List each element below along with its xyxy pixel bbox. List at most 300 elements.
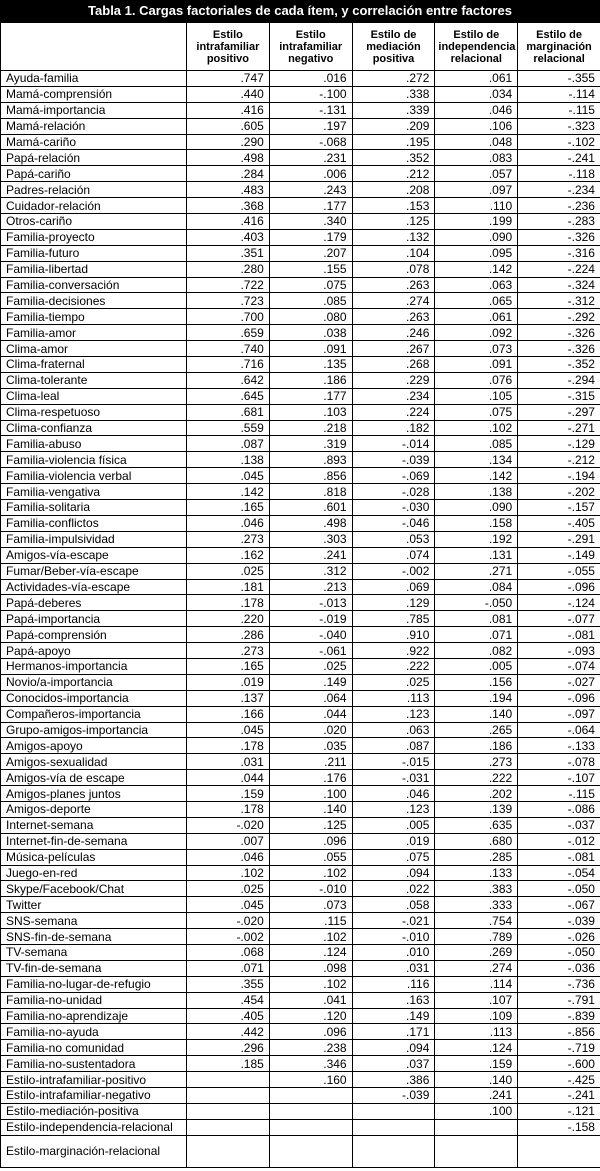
table-row bbox=[1, 754, 600, 770]
header-intrafamiliar-negativo: Estilo intrafamiliar negativo bbox=[269, 23, 352, 71]
row-label: Familia-impulsividad bbox=[1, 531, 187, 547]
loading-cell: .031 bbox=[352, 960, 435, 976]
loading-cell: .094 bbox=[352, 865, 435, 881]
loading-cell bbox=[187, 1088, 270, 1104]
loading-cell: .100 bbox=[435, 1103, 518, 1119]
row-label: Familia-decisiones bbox=[1, 293, 187, 309]
loading-cell: -.050 bbox=[518, 944, 600, 960]
table-row bbox=[1, 341, 600, 357]
loading-cell: .025 bbox=[187, 881, 270, 897]
row-label: Mamá-cariño bbox=[1, 134, 187, 150]
loading-cell: .355 bbox=[187, 976, 270, 992]
loading-cell: .019 bbox=[187, 674, 270, 690]
loading-cell: -.069 bbox=[352, 468, 435, 484]
loading-cell: .142 bbox=[187, 484, 270, 500]
loading-cell: .171 bbox=[352, 1024, 435, 1040]
loading-cell: .893 bbox=[269, 452, 352, 468]
loading-cell: -.236 bbox=[518, 198, 600, 214]
loading-cell: -.015 bbox=[352, 754, 435, 770]
loading-cell: .195 bbox=[352, 134, 435, 150]
loading-cell: -.031 bbox=[352, 770, 435, 786]
table-row bbox=[1, 690, 600, 706]
table-row bbox=[1, 770, 600, 786]
row-label: SNS-fin-de-semana bbox=[1, 929, 187, 945]
loading-cell: .065 bbox=[435, 293, 518, 309]
table-row bbox=[1, 1024, 600, 1040]
loading-cell: .740 bbox=[187, 341, 270, 357]
table-row bbox=[1, 627, 600, 643]
loading-cell: -.326 bbox=[518, 229, 600, 245]
loading-cell: .140 bbox=[435, 706, 518, 722]
loading-cell: .124 bbox=[269, 944, 352, 960]
loading-cell: .129 bbox=[352, 595, 435, 611]
loading-cell: .405 bbox=[187, 1008, 270, 1024]
loading-cell: .246 bbox=[352, 325, 435, 341]
loading-cell: .100 bbox=[269, 786, 352, 802]
loading-cell: .231 bbox=[269, 150, 352, 166]
row-label: Fumar/Beber-vía-escape bbox=[1, 563, 187, 579]
row-label: Familia-violencia física bbox=[1, 452, 187, 468]
header-cell-empty bbox=[1, 23, 187, 71]
loading-cell: -.055 bbox=[518, 563, 600, 579]
header-independencia-relacional: Estilo de independencia relacional bbox=[435, 23, 518, 71]
loading-cell: .061 bbox=[435, 309, 518, 325]
row-label: Estilo-mediación-positiva bbox=[1, 1103, 187, 1119]
loading-cell: -.068 bbox=[269, 134, 352, 150]
row-label: Clima-fraternal bbox=[1, 357, 187, 373]
loading-cell: .097 bbox=[435, 182, 518, 198]
loading-cell: .078 bbox=[352, 261, 435, 277]
loading-cell: .094 bbox=[352, 1040, 435, 1056]
loading-cell: -.102 bbox=[518, 134, 600, 150]
loading-cell: .104 bbox=[352, 245, 435, 261]
loading-cell: -.014 bbox=[352, 436, 435, 452]
loading-cell: .135 bbox=[269, 357, 352, 373]
table-row bbox=[1, 515, 600, 531]
loading-cell: .102 bbox=[269, 976, 352, 992]
loading-cell: -.114 bbox=[518, 86, 600, 102]
table-row bbox=[1, 71, 600, 87]
loading-cell: -.352 bbox=[518, 357, 600, 373]
loading-cell: .102 bbox=[269, 929, 352, 945]
loading-cell bbox=[518, 1135, 600, 1167]
loading-cell: -.039 bbox=[518, 913, 600, 929]
loading-cell: .272 bbox=[352, 71, 435, 87]
table-row bbox=[1, 674, 600, 690]
table-row bbox=[1, 309, 600, 325]
table-row bbox=[1, 1008, 600, 1024]
loading-cell: .856 bbox=[269, 468, 352, 484]
row-label: Clima-leal bbox=[1, 388, 187, 404]
loading-cell: .368 bbox=[187, 198, 270, 214]
loading-cell: -.294 bbox=[518, 372, 600, 388]
table-row bbox=[1, 134, 600, 150]
loading-cell bbox=[269, 1103, 352, 1119]
row-label: Novio/a-importancia bbox=[1, 674, 187, 690]
header-marginacion-relacional: Estilo de marginación relacional bbox=[518, 23, 600, 71]
loading-cell: .035 bbox=[269, 738, 352, 754]
loading-cell: .163 bbox=[352, 992, 435, 1008]
loading-cell: .498 bbox=[269, 515, 352, 531]
table-row bbox=[1, 960, 600, 976]
loading-cell: -.078 bbox=[518, 754, 600, 770]
row-label: Música-películas bbox=[1, 849, 187, 865]
loading-cell: .559 bbox=[187, 420, 270, 436]
row-label: Papá-comprensión bbox=[1, 627, 187, 643]
row-label: Juego-en-red bbox=[1, 865, 187, 881]
row-label: Grupo-amigos-importancia bbox=[1, 722, 187, 738]
loading-cell: .046 bbox=[352, 786, 435, 802]
row-label: Hermanos-importancia bbox=[1, 658, 187, 674]
row-label: Familia-amor bbox=[1, 325, 187, 341]
loading-cell: .192 bbox=[435, 531, 518, 547]
loading-cell: .716 bbox=[187, 357, 270, 373]
loading-cell: .269 bbox=[435, 944, 518, 960]
loading-cell: -.067 bbox=[518, 897, 600, 913]
row-label: SNS-semana bbox=[1, 913, 187, 929]
row-label: Familia-libertad bbox=[1, 261, 187, 277]
loading-cell: .340 bbox=[269, 214, 352, 230]
loading-cell: .138 bbox=[187, 452, 270, 468]
row-label: Papá-apoyo bbox=[1, 643, 187, 659]
loading-cell: .120 bbox=[269, 1008, 352, 1024]
loading-cell: .285 bbox=[435, 849, 518, 865]
loading-cell: .106 bbox=[435, 118, 518, 134]
loading-cell: -.081 bbox=[518, 627, 600, 643]
loading-cell: .025 bbox=[187, 563, 270, 579]
loading-cell: .153 bbox=[352, 198, 435, 214]
loading-cell: .068 bbox=[187, 944, 270, 960]
loading-cell: .659 bbox=[187, 325, 270, 341]
loading-cell: .280 bbox=[187, 261, 270, 277]
table-row bbox=[1, 404, 600, 420]
loading-cell: .263 bbox=[352, 309, 435, 325]
row-label: Familia-no-ayuda bbox=[1, 1024, 187, 1040]
loading-cell: -.856 bbox=[518, 1024, 600, 1040]
loading-cell: .267 bbox=[352, 341, 435, 357]
loading-cell: .747 bbox=[187, 71, 270, 87]
loading-cell: -.234 bbox=[518, 182, 600, 198]
loading-cell: -.050 bbox=[518, 881, 600, 897]
loading-cell: .601 bbox=[269, 500, 352, 516]
loading-cell: -.355 bbox=[518, 71, 600, 87]
table-row bbox=[1, 706, 600, 722]
loading-cell: .098 bbox=[269, 960, 352, 976]
table-row bbox=[1, 1103, 600, 1119]
loading-cell: .069 bbox=[352, 579, 435, 595]
loading-cell: .338 bbox=[352, 86, 435, 102]
table-row bbox=[1, 1072, 600, 1088]
loading-cell: .286 bbox=[187, 627, 270, 643]
table-row bbox=[1, 1088, 600, 1104]
loading-cell: -.719 bbox=[518, 1040, 600, 1056]
loading-cell: .222 bbox=[352, 658, 435, 674]
table-row bbox=[1, 992, 600, 1008]
loading-cell: .284 bbox=[187, 166, 270, 182]
loading-cell: .386 bbox=[352, 1072, 435, 1088]
loading-cell: .102 bbox=[269, 865, 352, 881]
table-body bbox=[1, 71, 600, 1168]
row-label: Mamá-relación bbox=[1, 118, 187, 134]
loading-cell: .165 bbox=[187, 500, 270, 516]
table-row bbox=[1, 261, 600, 277]
table-row bbox=[1, 1056, 600, 1072]
loading-cell: .114 bbox=[435, 976, 518, 992]
table-title: Tabla 1. Cargas factoriales de cada ítem, y correlación entre factores bbox=[0, 0, 600, 22]
row-label: Amigos-planes juntos bbox=[1, 786, 187, 802]
loading-cell: .241 bbox=[269, 547, 352, 563]
loading-cell: .166 bbox=[187, 706, 270, 722]
loading-cell: .006 bbox=[269, 166, 352, 182]
table-row bbox=[1, 897, 600, 913]
table-row bbox=[1, 944, 600, 960]
loading-cell bbox=[187, 1103, 270, 1119]
loading-cell: .076 bbox=[435, 372, 518, 388]
loading-cell: .102 bbox=[187, 865, 270, 881]
loading-cell: .085 bbox=[435, 436, 518, 452]
loading-cell: .113 bbox=[352, 690, 435, 706]
loading-cell: .019 bbox=[352, 833, 435, 849]
row-label: Internet-fin-de-semana bbox=[1, 833, 187, 849]
loading-cell: .132 bbox=[352, 229, 435, 245]
loading-cell: .046 bbox=[187, 849, 270, 865]
table-row bbox=[1, 658, 600, 674]
loading-cell: .186 bbox=[269, 372, 352, 388]
loading-cell: .416 bbox=[187, 214, 270, 230]
loading-cell: .442 bbox=[187, 1024, 270, 1040]
table-row bbox=[1, 531, 600, 547]
loading-cell: .022 bbox=[352, 881, 435, 897]
loading-cell: .140 bbox=[269, 801, 352, 817]
table-row bbox=[1, 214, 600, 230]
row-label: Familia-solitaria bbox=[1, 500, 187, 516]
loading-cell: .303 bbox=[269, 531, 352, 547]
table-row bbox=[1, 913, 600, 929]
loading-cell: -.077 bbox=[518, 611, 600, 627]
table-row bbox=[1, 849, 600, 865]
table-row bbox=[1, 833, 600, 849]
row-label: Familia-no-aprendizaje bbox=[1, 1008, 187, 1024]
loading-cell: .090 bbox=[435, 500, 518, 516]
loading-cell: -.158 bbox=[518, 1119, 600, 1135]
loading-cell: -.241 bbox=[518, 150, 600, 166]
loading-cell bbox=[435, 1135, 518, 1167]
loading-cell: .096 bbox=[269, 1024, 352, 1040]
loading-cell: -.425 bbox=[518, 1072, 600, 1088]
loading-cell: .063 bbox=[352, 722, 435, 738]
loading-cell: -.118 bbox=[518, 166, 600, 182]
loading-cell: .149 bbox=[269, 674, 352, 690]
row-label: Familia-no-unidad bbox=[1, 992, 187, 1008]
row-label: Amigos-vía-escape bbox=[1, 547, 187, 563]
loading-cell: .105 bbox=[435, 388, 518, 404]
table-row bbox=[1, 500, 600, 516]
row-label: Clima-tolerante bbox=[1, 372, 187, 388]
table-row bbox=[1, 643, 600, 659]
loading-cell: .010 bbox=[352, 944, 435, 960]
loading-cell: -.600 bbox=[518, 1056, 600, 1072]
loading-cell: .109 bbox=[435, 1008, 518, 1024]
loading-cell: -.149 bbox=[518, 547, 600, 563]
loading-cell: -.020 bbox=[187, 913, 270, 929]
loading-cell: -.027 bbox=[518, 674, 600, 690]
loading-cell: .063 bbox=[435, 277, 518, 293]
loading-cell: -.241 bbox=[518, 1088, 600, 1104]
loading-cell: .645 bbox=[187, 388, 270, 404]
loading-cell: .319 bbox=[269, 436, 352, 452]
loading-cell: .123 bbox=[352, 706, 435, 722]
loading-cell: .057 bbox=[435, 166, 518, 182]
loading-cell: -.157 bbox=[518, 500, 600, 516]
loading-cell: .005 bbox=[352, 817, 435, 833]
loading-cell: .207 bbox=[269, 245, 352, 261]
loading-cell: .234 bbox=[352, 388, 435, 404]
loading-cell bbox=[352, 1135, 435, 1167]
loading-cell: .185 bbox=[187, 1056, 270, 1072]
loading-cell: .635 bbox=[435, 817, 518, 833]
loading-cell: .046 bbox=[435, 102, 518, 118]
row-label: Familia-conversación bbox=[1, 277, 187, 293]
loading-cell: -.002 bbox=[352, 563, 435, 579]
loading-cell: .102 bbox=[435, 420, 518, 436]
loading-cell: -.061 bbox=[269, 643, 352, 659]
loading-cell: .922 bbox=[352, 643, 435, 659]
table-row bbox=[1, 420, 600, 436]
loading-cell: .351 bbox=[187, 245, 270, 261]
header-row bbox=[1, 23, 600, 71]
loading-cell: -.283 bbox=[518, 214, 600, 230]
table-row bbox=[1, 182, 600, 198]
loading-cell: .274 bbox=[435, 960, 518, 976]
loading-cell: .075 bbox=[435, 404, 518, 420]
loading-cell: -.202 bbox=[518, 484, 600, 500]
loading-cell: -.839 bbox=[518, 1008, 600, 1024]
loading-cell: .268 bbox=[352, 357, 435, 373]
loading-cell: .700 bbox=[187, 309, 270, 325]
loading-cell: -.002 bbox=[187, 929, 270, 945]
loading-cell: .124 bbox=[435, 1040, 518, 1056]
loading-cell: .045 bbox=[187, 722, 270, 738]
loading-cell: .064 bbox=[269, 690, 352, 706]
loading-cell: .075 bbox=[352, 849, 435, 865]
table-row bbox=[1, 388, 600, 404]
table-row bbox=[1, 357, 600, 373]
loading-cell: .346 bbox=[269, 1056, 352, 1072]
loading-cell: -.039 bbox=[352, 452, 435, 468]
row-label: Papá-relación bbox=[1, 150, 187, 166]
loading-cell: .133 bbox=[435, 865, 518, 881]
loading-cell: .416 bbox=[187, 102, 270, 118]
loading-cell: -.100 bbox=[269, 86, 352, 102]
loading-cell: -.074 bbox=[518, 658, 600, 674]
row-label: TV-semana bbox=[1, 944, 187, 960]
loading-cell: .113 bbox=[435, 1024, 518, 1040]
loading-cell bbox=[352, 1119, 435, 1135]
loading-cell: -.054 bbox=[518, 865, 600, 881]
loading-cell: -.010 bbox=[352, 929, 435, 945]
row-label: Familia-futuro bbox=[1, 245, 187, 261]
row-label: Skype/Facebook/Chat bbox=[1, 881, 187, 897]
table-row bbox=[1, 86, 600, 102]
loading-cell: .177 bbox=[269, 388, 352, 404]
table-row bbox=[1, 722, 600, 738]
row-label: Familia-no comunidad bbox=[1, 1040, 187, 1056]
loading-cell: .083 bbox=[435, 150, 518, 166]
loading-cell: .020 bbox=[269, 722, 352, 738]
table-row bbox=[1, 118, 600, 134]
row-label: TV-fin-de-semana bbox=[1, 960, 187, 976]
loading-cell: -.086 bbox=[518, 801, 600, 817]
row-label: Amigos-apoyo bbox=[1, 738, 187, 754]
loading-cell: .199 bbox=[435, 214, 518, 230]
loading-cell: -.291 bbox=[518, 531, 600, 547]
table-row bbox=[1, 817, 600, 833]
table-row bbox=[1, 102, 600, 118]
loading-cell: .754 bbox=[435, 913, 518, 929]
loading-cell: .238 bbox=[269, 1040, 352, 1056]
loading-cell: -.039 bbox=[352, 1088, 435, 1104]
row-label: Familia-violencia verbal bbox=[1, 468, 187, 484]
loading-cell: -.131 bbox=[269, 102, 352, 118]
table-row bbox=[1, 468, 600, 484]
loading-cell: -.040 bbox=[269, 627, 352, 643]
loading-cell: -.064 bbox=[518, 722, 600, 738]
loading-cell: .037 bbox=[352, 1056, 435, 1072]
loading-cell: .061 bbox=[435, 71, 518, 87]
loading-cell bbox=[187, 1135, 270, 1167]
loading-cell: -.405 bbox=[518, 515, 600, 531]
loading-cell: .131 bbox=[435, 547, 518, 563]
loading-cell: -.121 bbox=[518, 1103, 600, 1119]
loading-cell: -.297 bbox=[518, 404, 600, 420]
loading-cell: .155 bbox=[269, 261, 352, 277]
loading-cell: .091 bbox=[435, 357, 518, 373]
loading-cell: .178 bbox=[187, 738, 270, 754]
loading-cell: .208 bbox=[352, 182, 435, 198]
loading-cell: .483 bbox=[187, 182, 270, 198]
row-label: Cuidador-relación bbox=[1, 198, 187, 214]
loading-cell: .090 bbox=[435, 229, 518, 245]
loading-cell: -.129 bbox=[518, 436, 600, 452]
loading-cell bbox=[187, 1072, 270, 1088]
loading-cell: .910 bbox=[352, 627, 435, 643]
loading-cell: .339 bbox=[352, 102, 435, 118]
loading-cell: .116 bbox=[352, 976, 435, 992]
loading-cell: .005 bbox=[435, 658, 518, 674]
table-row bbox=[1, 277, 600, 293]
loading-cell: .241 bbox=[435, 1088, 518, 1104]
loading-cell: .073 bbox=[435, 341, 518, 357]
table-row bbox=[1, 436, 600, 452]
row-label: Papá-cariño bbox=[1, 166, 187, 182]
table-row bbox=[1, 293, 600, 309]
loading-cell bbox=[269, 1119, 352, 1135]
table-row bbox=[1, 484, 600, 500]
loading-cell: .081 bbox=[435, 611, 518, 627]
loading-cell: .209 bbox=[352, 118, 435, 134]
row-label: Familia-abuso bbox=[1, 436, 187, 452]
loading-cell: -.292 bbox=[518, 309, 600, 325]
table-row bbox=[1, 881, 600, 897]
table-row bbox=[1, 452, 600, 468]
loading-cell bbox=[269, 1135, 352, 1167]
table-row bbox=[1, 245, 600, 261]
loading-cell: .263 bbox=[352, 277, 435, 293]
table-row bbox=[1, 325, 600, 341]
loading-cell: -.107 bbox=[518, 770, 600, 786]
table-row bbox=[1, 547, 600, 563]
table-row bbox=[1, 198, 600, 214]
